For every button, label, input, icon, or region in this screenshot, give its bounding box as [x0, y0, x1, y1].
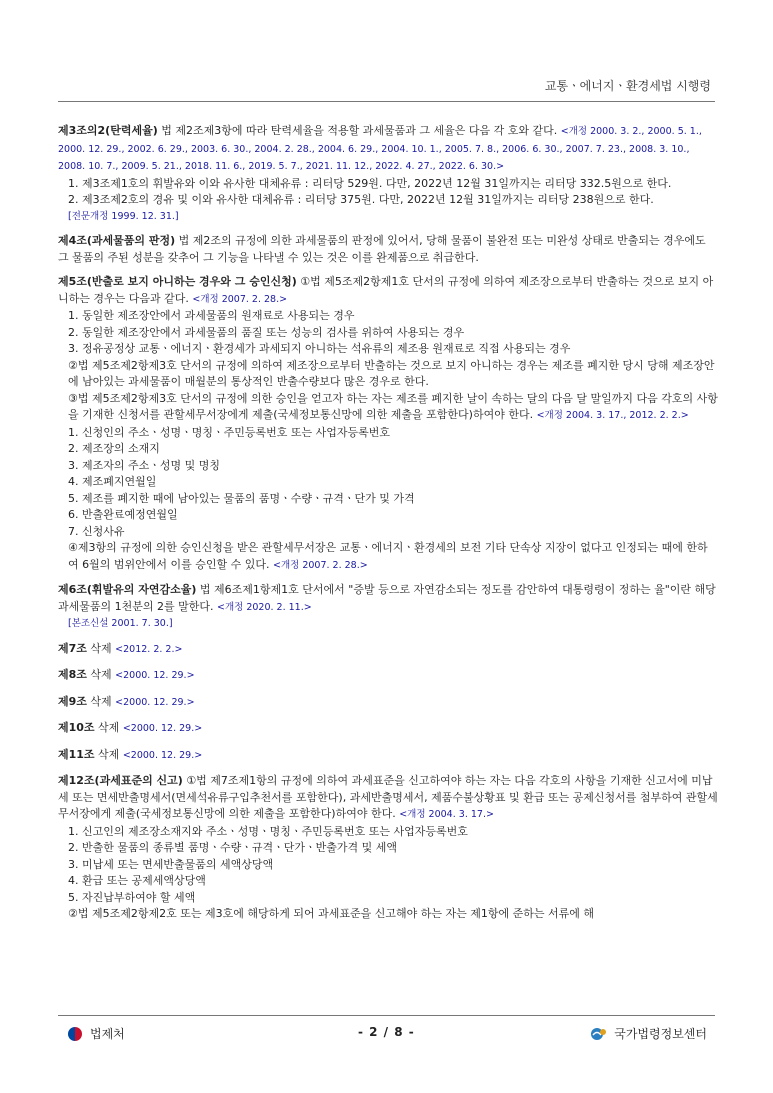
amendment-note: <개정 2004. 3. 17.>	[399, 809, 494, 820]
amendment-note: <개정 2020. 2. 11.>	[217, 601, 312, 613]
footer-divider	[58, 1015, 715, 1016]
article-10	[58, 720, 718, 738]
list-item: 3. 제조자의 주소ㆍ성명 및 명칭	[68, 458, 220, 472]
page-number: - 2 / 8 -	[358, 1025, 415, 1039]
amendment-note: <2000. 12. 29.>	[122, 749, 203, 761]
footer-center-name: 국가법령정보센터	[614, 1027, 707, 1041]
amendment-note: <개정 2004. 3. 17., 2012. 2. 2.>	[536, 410, 689, 421]
article-6	[58, 582, 718, 633]
list-item: 2. 제3조제2호의 경유 및 이와 유사한 대체유류 : 리터당 375원. 다만, 2022년 12월 31일까지는 리터당 238원으로 한다.	[68, 193, 654, 206]
list-item: 1. 신청인의 주소ㆍ성명ㆍ명칭ㆍ주민등록번호 또는 사업자등록번호	[68, 425, 391, 439]
list-item: 3. 미납세 또는 면세반출물품의 세액상당액	[68, 857, 274, 871]
header-divider	[58, 101, 715, 102]
list-item: 3. 정유공정상 교통ㆍ에너지ㆍ환경세가 과세되지 아니하는 석유류의 제조용 원재료로 직접 사용되는 경우	[68, 342, 571, 355]
footer-org: 법제처	[90, 1027, 125, 1041]
list-item: 1. 동일한 제조장안에서 과세물품의 원재료로 사용되는 경우	[68, 309, 355, 322]
article-text: 법 제6조제1항제1호 단서에서 "증발 등으로 자연감소되는 정도를 감안하여 대통령령이 정하는 율"이란 해당 과세물품의 1천분의 2를 말한다.	[58, 583, 716, 613]
article-8	[58, 667, 718, 685]
article-5	[58, 274, 718, 574]
article-title: 제4조(과세물품의 판정)	[58, 234, 176, 247]
article-title: 제5조(반출로 보지 아니하는 경우와 그 승인신청)	[58, 275, 297, 288]
article-title: 제9조	[58, 694, 87, 708]
article-text: 삭제	[86, 668, 116, 681]
paragraph: ②법 제5조제2항제3호 단서의 규정에 의하여 제조장으로부터 반출하는 것으로 보지 아니하는 경우는 제조를 폐지한 당시 당해 제조장안에 남아있는 과세물품이 매월분의 통상적인 반출수량보다 많은 경우로 한다.	[68, 358, 715, 388]
list-item: 2. 동일한 제조장안에서 과세물품의 품질 또는 성능의 검사를 위하여 사용되는 경우	[68, 325, 465, 339]
page-header	[58, 0, 715, 103]
article-11	[58, 747, 718, 765]
moleg-logo-icon	[68, 1027, 82, 1041]
article-text: 법 제2조의 규정에 의한 과세물품의 판정에 있어서, 당해 물품이 불완전 또는 미완성 상태로 반출되는 경우에도 그 물품의 주된 성분을 갖추어 그 기능을 나타낼 수 있는 것은 이를 완제품으로 취급한다.	[58, 234, 706, 264]
amendment-note: <2000. 12. 29.>	[115, 670, 195, 681]
article-title: 제8조	[58, 668, 87, 681]
article-7	[58, 641, 718, 659]
article-text: 삭제	[86, 641, 116, 655]
article-3-2	[58, 123, 718, 225]
list-item: 4. 환급 또는 공제세액상당액	[68, 874, 206, 887]
law-title: 교통ㆍ에너지ㆍ환경세법 시행령	[544, 79, 711, 93]
list-item: 2. 반출한 물품의 종류별 품명ㆍ수량ㆍ규격ㆍ단가ㆍ반출가격 및 세액	[68, 841, 398, 854]
list-item: 6. 반출완료예정연월일	[68, 508, 178, 521]
article-9	[58, 694, 718, 712]
article-12	[58, 773, 718, 923]
amendment-note: <개정 2007. 2. 28.>	[273, 559, 368, 571]
amendment-note: <2000. 12. 29.>	[115, 696, 195, 708]
document-body	[58, 123, 718, 931]
amendment-note: <개정 2007. 2. 28.>	[192, 293, 288, 305]
article-text: 삭제	[94, 747, 123, 761]
paragraph: ③법 제5조제2항제3호 단서의 규정에 의한 승인을 얻고자 하는 자는 제조를 폐지한 날이 속하는 달의 다음 달 말일까지 다음 각호의 사항을 기재한 신청서를 관할세무서장에게 제출(국세정보통신망에 의한 제출을 포함한다)하여야 한다.	[68, 391, 718, 421]
list-item: 2. 제조장의 소재지	[68, 442, 160, 455]
article-text: 삭제	[94, 721, 123, 734]
revision-note: [전문개정 1999. 12. 31.]	[68, 210, 179, 222]
article-title: 제6조(휘발유의 자연감소율)	[58, 583, 197, 596]
article-title: 제12조(과세표준의 신고)	[58, 774, 183, 787]
list-item: 5. 제조를 폐지한 때에 남아있는 물품의 품명ㆍ수량ㆍ규격ㆍ단가 및 가격	[68, 491, 415, 505]
law-info-center-logo-icon	[590, 1027, 608, 1041]
list-item: 4. 제조폐지연월일	[68, 475, 157, 488]
article-4	[58, 233, 718, 266]
article-text: 삭제	[86, 694, 116, 708]
article-text: ①법 제5조제2항제1호 단서의 규정에 의하여 제조장으로부터 반출하는 것으로 보지 아니하는 경우는 다음과 같다.	[58, 275, 714, 305]
list-item: 1. 신고인의 제조장소재지와 주소ㆍ성명ㆍ명칭ㆍ주민등록번호 또는 사업자등록번호	[68, 824, 468, 838]
amendment-note: <2012. 2. 2.>	[115, 643, 183, 655]
paragraph: ②법 제5조제2항제2호 또는 제3호에 해당하게 되어 과세표준을 신고해야 하는 자는 제1항에 준하는 서류에 해	[68, 907, 594, 920]
page-footer	[58, 1015, 715, 1055]
list-item: 1. 제3조제1호의 휘발유와 이와 유사한 대체유류 : 리터당 529원. 다만, 2022년 12월 31일까지는 리터당 332.5원으로 한다.	[68, 176, 672, 190]
article-text: 법 제2조제3항에 따라 탄력세율을 적용할 과세물품과 그 세율은 다음 각 호와 같다.	[157, 124, 561, 137]
paragraph: ④제3항의 규정에 의한 승인신청을 받은 관할세무서장은 교통ㆍ에너지ㆍ환경세의 보전 기타 단속상 지장이 없다고 인정되는 때에 한하여 6월의 범위안에서 이를 승인할 수 있다.	[68, 541, 708, 571]
list-item: 5. 자진납부하여야 할 세액	[68, 890, 196, 904]
article-title: 제11조	[58, 747, 95, 761]
article-title: 제7조	[58, 641, 87, 655]
article-title: 제10조	[58, 721, 95, 734]
amendment-note: <2000. 12. 29.>	[122, 723, 203, 734]
amendment-note: <개정 2000. 3. 2., 2000. 5. 1., 2000. 12. 29., 2002. 6. 29., 2003. 6. 30., 2004. 2. 28., 2004. 6. 29., 2004. 10. 1., 2005. 7. 8., 2006. 6. 30., 2007. 7. 23., 2008. 3. 10., 2008. 10. 7., 2009. 5. 21., 2018. 11. 6., 2019. 5. 7., 2021. 11. 12., 2022. 4. 27., 2022. 6. 30.>	[58, 126, 702, 172]
list-item: 7. 신청사유	[68, 524, 125, 538]
article-title: 제3조의2(탄력세율)	[58, 124, 158, 137]
article-text: ①법 제7조제1항의 규정에 의하여 과세표준을 신고하여야 하는 자는 다음 각호의 사항을 기재한 신고서에 미납세 또는 면세반출명세서(면세석유류구입추천서를 포함한다), 과세반출명세서, 제품수불상황표 및 환급 또는 공제신청서를 첨부하여 관할세무서장에게 제출(국세정보통신망에 의한 제출을 포함한다)하여야 한다.	[58, 774, 718, 820]
revision-note: [본조신설 2001. 7. 30.]	[68, 618, 173, 629]
